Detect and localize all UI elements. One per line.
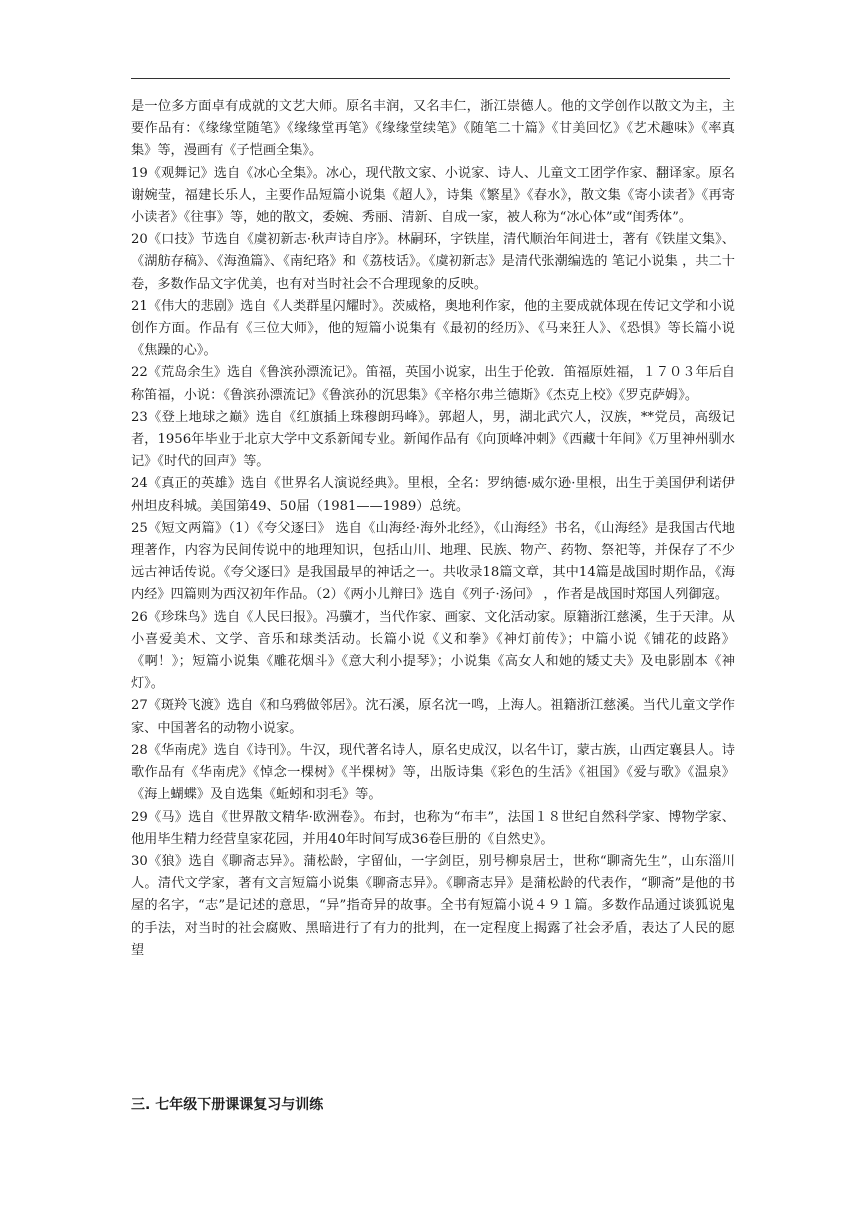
section-heading: 三. 七年级下册课课复习与训练 xyxy=(131,1097,324,1113)
paragraph-21: 21《伟大的悲剧》选自《人类群星闪耀时》。茨威格，奥地利作家，他的主要成就体现在传记文学和小说创作方面。作品有《三位大师》，他的短篇小说集有《最初的经历》、《马来狂人》、《恐惧》等长篇小说《焦躁的心》。 xyxy=(131,298,735,359)
paragraph-30: 30《狼》选自《聊斋志异》。蒲松龄，字留仙，一字剑臣，别号柳泉居士，世称“聊斋先生”，山东淄川人。清代文学家，著有文言短篇小说集《聊斋志异》。《聊斋志异》是蒲松龄的代表作，“聊斋”是他的书屋的名字，“志”是记述的意思，“异”指奇异的故事。全书有短篇小说４９１篇。多数作品通过谈狐说鬼的手法，对当时的社会腐败、黑暗进行了有力的批判，在一定程度上揭露了社会矛盾，表达了人民的愿望 xyxy=(131,853,735,958)
paragraph-29: 29《马》选自《世界散文精华·欧洲卷》。布封，也称为“布丰”，法国１８世纪自然科学家、博物学家、他用毕生精力经营皇家花园，并用40年时间写成36卷巨册的《自然史》。 xyxy=(131,809,735,847)
paragraph-24: 24《真正的英雄》选自《世界名人演说经典》。里根，全名：罗纳德·威尔逊·里根，出生于美国伊利诺伊州坦皮科城。美国第49、50届（1981——1989）总统。 xyxy=(131,476,735,514)
paragraph-28: 28《华南虎》选自《诗刊》。牛汉，现代著名诗人，原名史成汉，以名牛订，蒙古族，山西定襄县人。诗歌作品有《华南虎》《悼念一棵树》《半棵树》等，出版诗集《彩色的生活》《祖国》《爱与歌》《温泉》《海上蝴蝶》及自选集《蚯蚓和羽毛》等。 xyxy=(131,742,735,803)
paragraph-26: 26《珍珠鸟》选自《人民曰报》。冯骥才，当代作家、画家、文化活动家。原籍浙江慈溪，生于天津。从小喜爱美术、文学、音乐和球类活动。长篇小说《义和拳》《神灯前传》；中篇小说《铺花的歧路》《啊！》；短篇小说集《雕花烟斗》《意大利小提琴》；小说集《高女人和她的矮丈夫》及电影剧本《神灯》。 xyxy=(131,609,735,692)
paragraph-23: 23《登上地球之巅》选自《红旗插上珠穆朗玛峰》。郭超人，男，湖北武穴人，汉族，**党员，高级记者，1956年毕业于北京大学中文系新闻专业。新闻作品有《向顶峰冲刺》《西藏十年间》《万里神州驯水记》《时代的回声》等。 xyxy=(131,409,735,470)
paragraph-20: 20《口技》节选自《虞初新志·秋声诗自序》。林嗣环，字铁崖，清代顺治年间进士，著有《铁崖文集》、《湖舫存稿》、《海渔篇》、《南纪珞》和《荔枝话》。《虞初新志》是清代张潮编选的 笔记小说集 ，共二十卷，多数作品文字优美，也有对当时社会不合理现象的反映。 xyxy=(131,232,735,292)
paragraph-feng-zikai: 是一位多方面卓有成就的文艺大师。原名丰润，又名丰仁，浙江崇德人。他的文学创作以散文为主，主要作品有：《缘缘堂随笔》《缘缘堂再笔》《缘缘堂续笔》《随笔二十篇》《甘美回忆》《艺术趣味》《率真集》等，漫画有《子恺画全集》。 xyxy=(131,99,735,159)
paragraph-25: 25《短文两篇》（1）《夸父逐曰》 选自《山海经·海外北经》，《山海经》书名，《山海经》是我国古代地理著作，内容为民间传说中的地理知识，包括山川、地理、民族、物产、药物、祭祀等，并保存了不少远古神话传说。《夸父逐曰》是我国最早的神话之一。共收录18篇文章，其中14篇是战国时期作品，《海内经》四篇则为西汉初年作品。（2）《两小儿辩曰》选自《列子·汤问》 ，作者是战国时郑国人列御寇。 xyxy=(131,520,735,603)
header-rule xyxy=(131,78,730,79)
paragraph-27: 27《斑羚飞渡》选自《和乌鸦做邻居》。沈石溪，原名沈一鸣，上海人。祖籍浙江慈溪。当代儿童文学作家、中国著名的动物小说家。 xyxy=(131,698,735,736)
paragraph-19: 19《观舞记》选自《冰心全集》。冰心，现代散文家、小说家、诗人、儿童文工团学作家、翻译家。原名谢婉莹，福建长乐人，主要作品短篇小说集《超人》，诗集《繁星》《春水》，散文集《寄小读者》《再寄小读者》《往事》等，她的散文，委婉、秀丽、清新、自成一家，被人称为“冰心体”或“闺秀体”。 xyxy=(131,165,735,226)
paragraph-22: 22《荒岛余生》选自《鲁滨孙漂流记》。笛福，英国小说家，出生于伦敦．笛福原姓福，１７０３年后自称笛福，小说：《鲁滨孙漂流记》《鲁滨孙的沉思集》《辛格尔弗兰德斯》《杰克上校》《罗克萨姆》。 xyxy=(131,365,735,403)
document-body xyxy=(131,96,735,962)
